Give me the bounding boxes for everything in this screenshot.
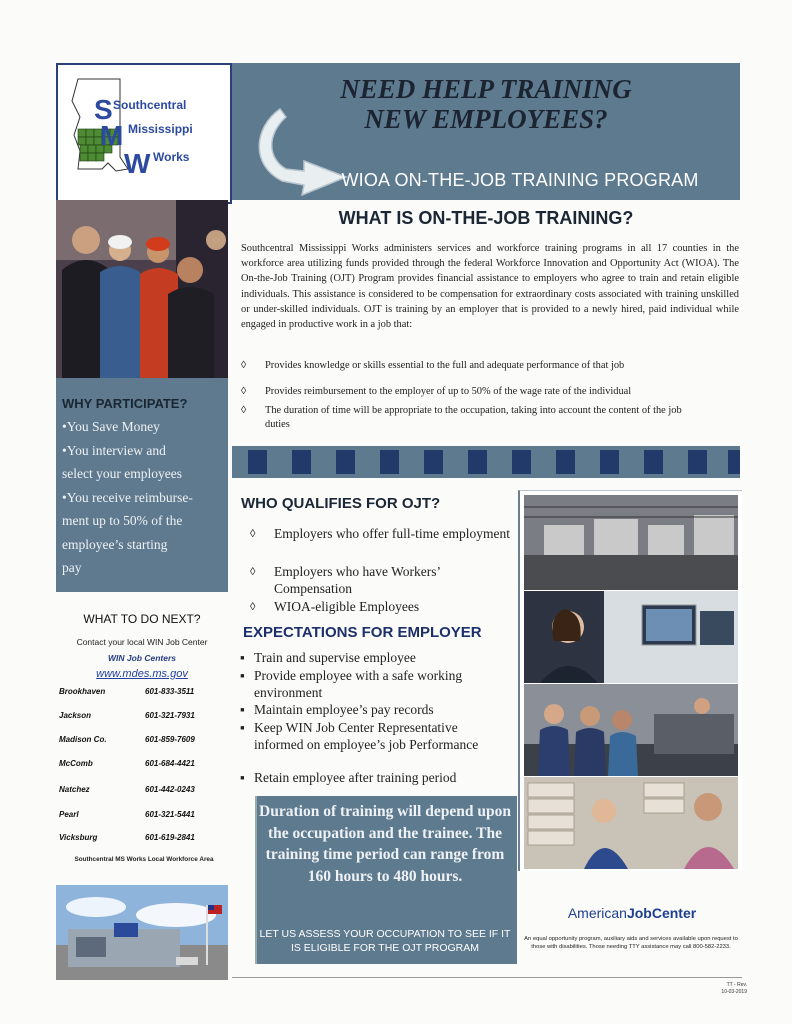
bottom-divider — [232, 977, 742, 978]
assess-occupation-text: LET US ASSESS YOUR OCCUPATION TO SEE IF IT IS ELIGIBLE FOR THE OJT PROGRAM — [259, 928, 511, 954]
equal-opportunity-disclaimer: An equal opportunity program, auxiliary aids and services available upon request to those with disabilities. Those needing TTY assistance may call 800-582-2233. — [524, 936, 738, 950]
who-item: Employers who offer full-time employment — [274, 526, 510, 541]
logo-line2: Mississippi — [128, 122, 193, 136]
square-bullet-icon: ▪ — [240, 702, 245, 717]
exp-item: Keep WIN Job Center Representative informed on employee’s job Performance — [254, 720, 479, 752]
exp-item: Provide employee with a safe working environment — [254, 668, 463, 700]
who-qualifies-heading: WHO QUALIFIES FOR OJT? — [241, 495, 441, 512]
why-item: •You receive reimburse- — [62, 489, 193, 505]
office-city: McComb — [59, 759, 93, 768]
why-item: •You Save Money — [62, 419, 160, 434]
square-bullet-icon: ▪ — [240, 668, 245, 683]
what-is-ojt-heading: WHAT IS ON-THE-JOB TRAINING? — [338, 208, 634, 228]
office-phone: 601-321-5441 — [145, 810, 195, 819]
headline-line2: NEW EMPLOYEES? — [364, 104, 608, 134]
warehouse-photo — [524, 495, 738, 590]
assembly-line-photo — [524, 684, 738, 776]
area-note: Southcentral MS Works Local Workforce Area — [74, 856, 214, 863]
office-phone: 601-442-0243 — [145, 785, 195, 794]
headline — [232, 74, 740, 134]
exp-item: Train and supervise employee — [254, 650, 416, 665]
why-participate-title: WHY PARTICIPATE? — [62, 396, 188, 411]
duration-text: Duration of training will depend upon the occupation and the trainee. The training time period can range from 160 hours to 480 hours. — [259, 803, 511, 885]
office-city: Madison Co. — [59, 735, 107, 744]
who-item: Employers who have Workers’ Compensation — [274, 564, 440, 596]
expectations-heading: EXPECTATIONS FOR EMPLOYER — [243, 624, 482, 641]
workplace-photo-collage — [518, 490, 742, 871]
revision-note — [687, 982, 747, 996]
exp-item: Maintain employee’s pay records — [254, 702, 434, 717]
office-city: Pearl — [59, 810, 79, 819]
exp-item: Retain employee after training period — [254, 770, 457, 785]
what-to-do-next-title: WHAT TO DO NEXT? — [83, 612, 201, 626]
rev-line1: TT - Rev. — [726, 982, 747, 988]
mailroom-photo — [524, 777, 738, 869]
who-item: WIOA-eligible Employees — [274, 599, 420, 614]
program-title: WIOA ON-THE-JOB TRAINING PROGRAM — [341, 170, 699, 190]
svg-text:S: S — [94, 94, 113, 125]
ajc-logo-part1: American — [567, 905, 627, 921]
computer-worker-photo — [524, 591, 738, 683]
team-photo — [56, 200, 228, 378]
bullet-text: The duration of time will be appropriate to the occupation, taking into account the content of the job duties — [265, 405, 682, 430]
job-center-building-photo — [56, 885, 228, 980]
decorative-squares — [232, 450, 740, 474]
why-item: employee’s starting — [62, 536, 168, 552]
why-item: pay — [62, 560, 82, 575]
office-phone: 601-833-3511 — [145, 687, 195, 696]
bullet-text: Provides reimbursement to the employer of up to 50% of the wage rate of the individual — [265, 386, 632, 397]
office-phone: 601-321-7931 — [145, 711, 195, 720]
svg-text:W: W — [124, 148, 151, 179]
win-job-centers-label: WIN Job Centers — [107, 653, 176, 663]
why-participate-list — [62, 415, 226, 580]
ajc-logo-part2: JobCenter — [626, 905, 697, 921]
office-city: Natchez — [59, 785, 90, 794]
diamond-bullet-icon: ◊ — [241, 405, 247, 416]
office-phone: 601-684-4421 — [145, 759, 195, 768]
american-job-center-logo — [532, 905, 732, 921]
office-city: Jackson — [59, 711, 92, 720]
office-city: Brookhaven — [59, 687, 106, 696]
diamond-bullet-icon: ◊ — [250, 528, 256, 540]
intro-paragraph: Southcentral Mississippi Works administers services and workforce training programs in all 17 counties in the workforce area utilizing funds provided through the federal Workforce Innovation and Opportunity Act (WIOA). The On-the-Job Training (OJT) Program provides financial assistance to employers who agree to train and retain eligible individuals. This assistance is considered to be compensation for extraordinary costs associated with training unskilled or under-skilled individuals. OJT is training by an employer that is provided to a newly hired, paid individual while engaged in productive work in a job that: — [241, 243, 739, 331]
square-bullet-icon: ▪ — [240, 770, 245, 785]
square-bullet-icon: ▪ — [240, 720, 245, 735]
why-item: •You interview and — [62, 442, 166, 458]
why-item: ment up to 50% of the — [62, 513, 183, 528]
office-phone: 601-859-7609 — [145, 735, 195, 744]
square-bullet-icon: ▪ — [240, 650, 245, 665]
website-link[interactable]: www.mdes.ms.gov — [96, 668, 188, 680]
svg-text:M: M — [100, 120, 124, 151]
bullet-text: Provides knowledge or skills essential to the full and adequate performance of that job — [265, 360, 625, 371]
contact-line: Contact your local WIN Job Center — [76, 637, 208, 647]
rev-line2: 10-03-2019 — [721, 989, 747, 995]
diamond-bullet-icon: ◊ — [241, 360, 247, 371]
logo-box — [56, 63, 232, 204]
office-city: Vicksburg — [59, 833, 98, 842]
diamond-bullet-icon: ◊ — [250, 566, 256, 578]
diamond-bullet-icon: ◊ — [241, 386, 247, 397]
logo-line3: Works — [153, 150, 190, 164]
mississippi-map-logo-icon — [58, 65, 230, 202]
logo-line1: Southcentral — [113, 98, 187, 112]
headline-line1: NEED HELP TRAINING — [340, 74, 632, 104]
diamond-bullet-icon: ◊ — [250, 601, 256, 613]
why-item: select your employees — [62, 466, 182, 481]
office-phone: 601-619-2841 — [145, 833, 195, 842]
